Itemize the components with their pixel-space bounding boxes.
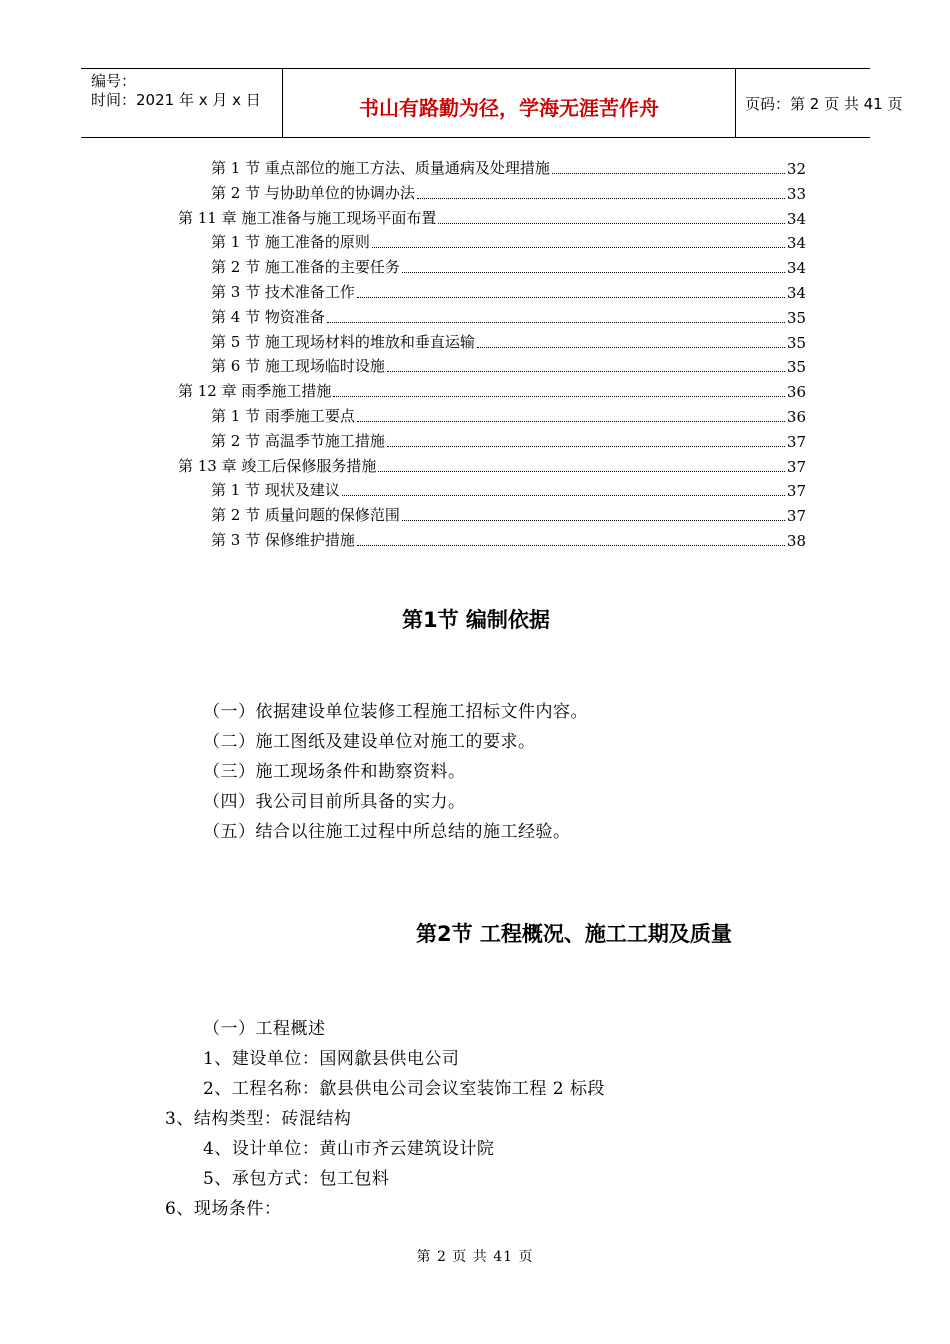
overview-item: 3、结构类型：砖混结构	[165, 1109, 352, 1129]
toc-page-number: 36	[786, 408, 806, 426]
page-footer: 第 2 页 共 41 页	[416, 1249, 534, 1265]
code-label: 编号：	[91, 72, 137, 90]
toc-page-number: 35	[786, 333, 806, 352]
motto: 书山有路勤为径，学海无涯苦作舟	[359, 96, 659, 120]
toc-label: 第 5 节 施工现场材料的堆放和垂直运输	[211, 332, 475, 351]
overview-item: 5、承包方式：包工包料	[203, 1169, 390, 1189]
toc-page-number: 37	[786, 457, 806, 476]
toc-row[interactable]	[211, 480, 806, 500]
toc-row[interactable]	[211, 282, 806, 302]
toc-leader-dots	[477, 347, 785, 348]
toc-leader-dots	[327, 322, 785, 323]
toc-row[interactable]	[211, 356, 806, 376]
toc-label: 第 2 节 高温季节施工措施	[211, 431, 385, 450]
toc-page-number: 35	[786, 308, 806, 327]
toc-page-number: 37	[786, 482, 806, 501]
toc-leader-dots	[357, 297, 785, 298]
toc-page-number: 33	[786, 184, 806, 203]
toc-leader-dots	[357, 545, 785, 546]
section-2-title: 第2节 工程概况、施工工期及质量	[416, 922, 732, 946]
header-page-cell	[735, 69, 903, 137]
toc-label: 第 2 节 质量问题的保修范围	[211, 506, 400, 525]
toc-label: 第 13 章 竣工后保修服务措施	[178, 456, 377, 475]
toc-row[interactable]	[211, 183, 806, 203]
toc-label: 第 11 章 施工准备与施工现场平面布置	[178, 208, 437, 227]
toc-row[interactable]	[211, 431, 806, 451]
page-label: 页码：第 2 页 共 41 页	[745, 95, 903, 113]
toc-label: 第 1 节 施工准备的原则	[211, 233, 370, 252]
overview-item: 2、工程名称：歙县供电公司会议室装饰工程 2 标段	[203, 1079, 605, 1099]
toc-label: 第 4 节 物资准备	[211, 307, 325, 326]
toc-leader-dots	[387, 446, 785, 447]
basis-item: （五）结合以往施工过程中所总结的施工经验。	[203, 822, 571, 842]
toc-leader-dots	[402, 520, 785, 521]
toc-page-number: 37	[786, 507, 806, 526]
toc-label: 第 2 节 与协助单位的协调办法	[211, 183, 415, 202]
overview-item: （一）工程概述	[203, 1019, 326, 1039]
toc-page-number: 34	[786, 259, 806, 278]
toc-row[interactable]	[211, 257, 806, 277]
section-1-title: 第1节 编制依据	[402, 608, 550, 632]
toc-page-number: 36	[786, 383, 806, 402]
basis-item: （四）我公司目前所具备的实力。	[203, 792, 466, 812]
toc-leader-dots	[378, 471, 785, 472]
toc-row[interactable]	[211, 505, 806, 525]
toc-label: 第 3 节 保修维护措施	[211, 531, 355, 549]
toc-label: 第 12 章 雨季施工措施	[178, 382, 332, 401]
overview-item: 6、现场条件：	[165, 1199, 282, 1219]
toc-leader-dots	[417, 198, 785, 199]
toc-leader-dots	[402, 272, 785, 273]
toc-label: 第 6 节 施工现场临时设施	[211, 357, 385, 376]
toc-page-number: 37	[786, 432, 806, 451]
toc-row[interactable]	[211, 307, 806, 327]
overview-item: 4、设计单位：黄山市齐云建筑设计院	[203, 1139, 495, 1159]
toc-row[interactable]	[211, 332, 806, 352]
header-meta-cell	[81, 69, 282, 137]
toc-row[interactable]	[178, 456, 806, 476]
toc-leader-dots	[333, 396, 785, 397]
toc-page-number: 38	[786, 532, 806, 550]
toc-page-number: 35	[786, 358, 806, 377]
toc-page-number: 34	[786, 209, 806, 228]
overview-item: 1、建设单位：国网歙县供电公司	[203, 1049, 460, 1069]
toc-row[interactable]	[211, 158, 806, 178]
toc-label: 第 1 节 重点部位的施工方法、质量通病及处理措施	[211, 159, 550, 177]
toc-row[interactable]	[178, 381, 806, 401]
toc-page-number: 34	[786, 234, 806, 253]
time-label: 时间：2021 年 x 月 x 日	[91, 91, 261, 109]
header-motto-cell	[282, 69, 736, 137]
toc-label: 第 3 节 技术准备工作	[211, 283, 355, 301]
toc-page-number: 34	[786, 284, 806, 302]
basis-item: （一）依据建设单位装修工程施工招标文件内容。	[203, 702, 588, 722]
toc-label: 第 1 节 雨季施工要点	[211, 407, 355, 425]
toc-page-number: 32	[786, 160, 806, 178]
toc-leader-dots	[387, 371, 785, 372]
toc-leader-dots	[342, 495, 785, 496]
toc-leader-dots	[438, 223, 785, 224]
toc-row[interactable]	[211, 406, 806, 426]
page-header	[81, 68, 903, 138]
toc-row[interactable]	[211, 530, 806, 550]
toc-row[interactable]	[211, 232, 806, 252]
basis-item: （三）施工现场条件和勘察资料。	[203, 762, 466, 782]
toc-leader-dots	[552, 173, 785, 174]
toc-label: 第 2 节 施工准备的主要任务	[211, 258, 400, 277]
toc-leader-dots	[357, 421, 785, 422]
basis-item: （二）施工图纸及建设单位对施工的要求。	[203, 732, 536, 752]
toc-label: 第 1 节 现状及建议	[211, 481, 340, 500]
toc-row[interactable]	[178, 208, 806, 228]
toc-leader-dots	[372, 247, 785, 248]
